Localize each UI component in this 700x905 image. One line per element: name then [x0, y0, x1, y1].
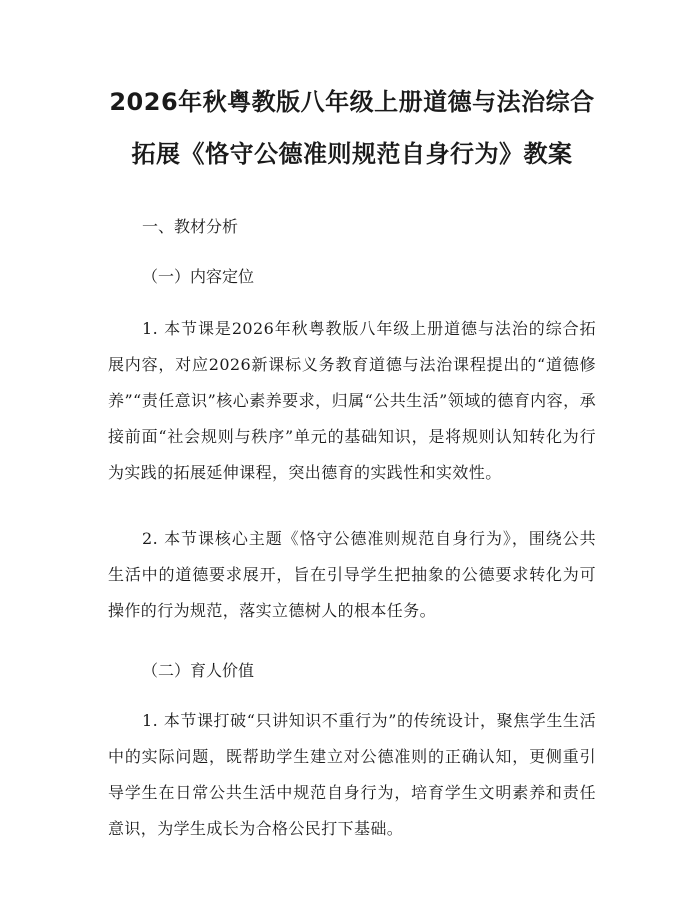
- document-title: [108, 76, 596, 180]
- document-title-line-2: 拓展《恪守公德准则规范自身行为》教案: [131, 140, 573, 168]
- subsection-heading-educational-value: （二）育人价值: [142, 661, 255, 680]
- paragraph-content-positioning-1: 1. 本节课是2026年秋粤教版八年级上册道德与法治的综合拓展内容，对应2026新课标义务教育道德与法治课程提出的“道德修养”“责任意识”核心素养要求，归属“公共生活”领域的德育内容，承接前面“社会规则与秩序”单元的基础知识，是将规则认知转化为行为实践的拓展延伸课程，突出德育的实践性和实效性。: [108, 319, 596, 482]
- document-title-line-1: 2026年秋粤教版八年级上册道德与法治综合: [109, 88, 595, 116]
- paragraph-educational-value-1: 1. 本节课打破“只讲知识不重行为”的传统设计，聚焦学生生活中的实际问题，既帮助学生建立对公德准则的正确认知，更侧重引导学生在日常公共生活中规范自身行为，培育学生文明素养和责任意识，为学生成长为合格公民打下基础。: [108, 711, 596, 838]
- paragraph-content-positioning-2: 2. 本节课核心主题《恪守公德准则规范自身行为》，围绕公共生活中的道德要求展开，旨在引导学生把抽象的公德要求转化为可操作的行为规范，落实立德树人的根本任务。: [108, 529, 596, 620]
- subsection-heading-content-positioning: （一）内容定位: [142, 267, 255, 286]
- section-heading-teaching-material-analysis: 一、教材分析: [142, 217, 239, 236]
